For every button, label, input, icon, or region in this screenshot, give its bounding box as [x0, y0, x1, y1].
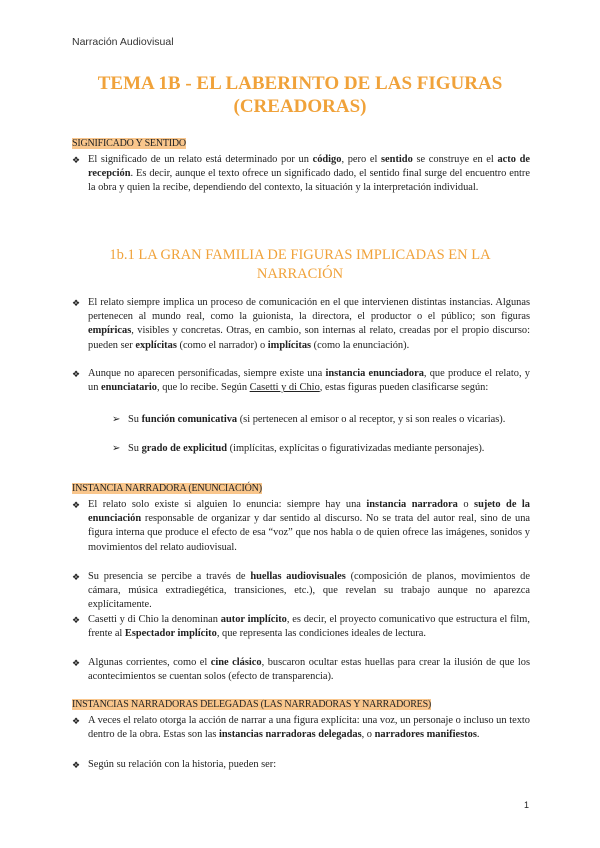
list-item: ❖ El relato solo existe si alguien lo enuncia: siempre hay una instancia narradora o sujeto de la enunciación responsable de organizar y dar sentido al discurso. No se trata del autor real, sino de una figura interna que produce el efecto de esa “voz” que nos habla o de quien ofrece las imágenes, sonidos y movimientos del relato audiovisual.	[72, 499, 531, 553]
diamond-bullet-icon: ❖	[72, 615, 81, 625]
arrow-bullet-icon: ➢	[112, 414, 121, 425]
arrow-bullet-icon: ➢	[112, 443, 121, 454]
diamond-bullet-icon: ❖	[72, 658, 81, 668]
diamond-bullet-icon: ❖	[72, 572, 81, 582]
sub-list-item: ➢ Su función comunicativa (si pertenecen al emisor o al receptor, y si son reales o vicarias).	[128, 413, 530, 427]
title-line-1: TEMA 1B - EL LABERINTO DE LAS FIGURAS	[97, 73, 503, 94]
list-item: ❖ Casetti y di Chio la denominan autor implícito, es decir, el proyecto comunicativo que estructura el film, frente al Espectador implícito, que representa las condiciones ideales de lectura.	[72, 614, 530, 640]
section-heading-instancias-delegadas: INSTANCIAS NARRADORAS DELEGADAS (LAS NARRADORAS Y NARRADORES)	[72, 699, 432, 710]
diamond-bullet-icon: ❖	[72, 298, 81, 308]
list-item: ❖ A veces el relato otorga la acción de narrar a una figura explícita: una voz, un personaje o incluso un texto dentro de la obra. Estas son las instancias narradoras delegadas, o narradores manifiestos.	[72, 715, 530, 741]
running-header: Narración Audiovisual	[72, 36, 174, 48]
page-title	[60, 72, 540, 118]
section-heading-instancia-narradora: INSTANCIA NARRADORA (ENUNCIACIÓN)	[72, 483, 262, 494]
page-number: 1	[524, 800, 530, 810]
sub-list-item: ➢ Su grado de explicitud (implícitas, explícitas o figurativizadas mediante personajes).	[128, 442, 530, 456]
diamond-bullet-icon: ❖	[72, 500, 81, 510]
list-item: ❖ Su presencia se percibe a través de huellas audiovisuales (composición de planos, movimientos de cámara, música extradiegética, transiciones, etc.), que revelan su trabajo aunque no aparezca explícitamente.	[72, 571, 530, 611]
section-heading-significado: SIGNIFICADO Y SENTIDO	[72, 138, 186, 149]
list-item: ❖ El relato siempre implica un proceso de comunicación en el que intervienen distintas instancias. Algunas pertenecen al mundo real, como la guionista, la directora, el productor o el público; son figuras empíricas, visibles y concretas. Otras, en cambio, son internas al relato, creadas por el propio discurso: pueden ser explícitas (como el narrador) o implícitas (como la enunciación).	[72, 297, 530, 351]
list-item: ❖ Según su relación con la historia, pueden ser:	[88, 758, 530, 772]
diamond-bullet-icon: ❖	[72, 760, 81, 770]
section-subtitle-1b1: 1b.1 LA GRAN FAMILIA DE FIGURAS IMPLICADAS EN LA NARRACIÓN	[109, 247, 491, 282]
diamond-bullet-icon: ❖	[72, 155, 81, 165]
list-item: ❖ El significado de un relato está determinado por un código, pero el sentido se construye en el acto de recepción. Es decir, aunque el texto ofrece un significado dado, el sentido final surge del encuentro entre la obra y quien la recibe, dependiendo del contexto, la situación y la interpretación individual.	[72, 154, 530, 194]
diamond-bullet-icon: ❖	[72, 716, 81, 726]
list-item: ❖ Algunas corrientes, como el cine clásico, buscaron ocultar estas huellas para crear la ilusión de que los acontecimientos se cuentan solos (efecto de transparencia).	[72, 657, 530, 683]
title-line-2: (CREADORAS)	[233, 96, 367, 117]
diamond-bullet-icon: ❖	[72, 369, 81, 379]
list-item: ❖ Aunque no aparecen personificadas, siempre existe una instancia enunciadora, que produce el relato, y un enunciatario, que lo recibe. Según Casetti y di Chio, estas figuras pueden clasificarse según:	[72, 368, 531, 394]
